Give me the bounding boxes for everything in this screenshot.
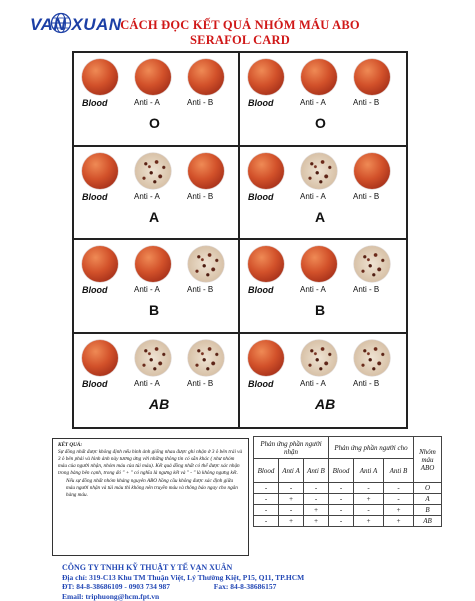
company-info [62, 563, 304, 601]
result-card [74, 334, 240, 428]
well-label: Anti - B [187, 285, 213, 294]
reaction-cell: + [279, 494, 304, 505]
abo-group-cell: O [414, 483, 442, 494]
company-name: CÔNG TY TNHH KỸ THUẬT Y TẾ VẠN XUÂN [62, 563, 304, 573]
reaction-cell: + [384, 516, 414, 527]
blood-well [135, 59, 171, 95]
subheader: Anti B [384, 459, 414, 483]
page-subtitle: SERAFOL CARD [120, 33, 360, 48]
reaction-cell: - [254, 505, 279, 516]
reaction-cell: - [254, 516, 279, 527]
subheader: Blood [254, 459, 279, 483]
reaction-cell: - [354, 483, 384, 494]
result-card [240, 147, 406, 241]
reaction-cell: - [329, 505, 354, 516]
reaction-cell: - [254, 494, 279, 505]
well-label: Anti - A [134, 98, 160, 107]
reaction-cell: - [384, 483, 414, 494]
reaction-cell: + [279, 516, 304, 527]
well-label: Anti - A [300, 379, 326, 388]
well-label: Anti - B [187, 98, 213, 107]
well-label: Anti - B [353, 285, 379, 294]
blood-group-result: AB [315, 396, 335, 412]
result-card [74, 53, 240, 147]
reaction-cell: - [329, 483, 354, 494]
blood-well [135, 246, 171, 282]
well-label: Blood [248, 379, 274, 389]
well-label: Anti - B [353, 192, 379, 201]
note-paragraph-2: Nếu sự đồng nhất nhóm kháng nguyên ABO hồng cầu không được xác định giữa máu người nhận và túi máu thì không nên truyền máu và thông báo ngay cho ngân hàng máu. [58, 478, 243, 499]
well-label: Anti - A [300, 285, 326, 294]
result-note [52, 438, 249, 556]
page-title: CÁCH ĐỌC KẾT QUẢ NHÓM MÁU ABO [120, 18, 360, 33]
reaction-cell: + [304, 505, 329, 516]
agglutinated-well [354, 340, 390, 376]
well-label: Anti - A [134, 192, 160, 201]
blood-well [188, 59, 224, 95]
reaction-cell: - [279, 483, 304, 494]
well-label: Anti - A [300, 98, 326, 107]
blood-well [248, 246, 284, 282]
abo-group-cell: A [414, 494, 442, 505]
blood-group-result: B [149, 302, 159, 318]
blood-well [248, 59, 284, 95]
reaction-cell: + [384, 505, 414, 516]
result-card [74, 147, 240, 241]
well-label: Anti - A [134, 379, 160, 388]
reaction-cell: - [329, 516, 354, 527]
agglutinated-well [301, 153, 337, 189]
company-phone: ĐT: 84-8-38686109 - 0903 734 987 [62, 582, 170, 591]
reaction-cell: + [354, 516, 384, 527]
result-card [74, 240, 240, 334]
blood-well [188, 153, 224, 189]
well-label: Anti - A [134, 285, 160, 294]
table-row [254, 516, 442, 527]
well-label: Anti - B [187, 192, 213, 201]
abo-group-cell: B [414, 505, 442, 516]
reaction-cell: + [354, 494, 384, 505]
result-card [240, 334, 406, 428]
well-label: Blood [248, 285, 274, 295]
result-card [240, 240, 406, 334]
company-email: Email: triphuong@hcm.fpt.vn [62, 592, 304, 601]
table-row [254, 505, 442, 516]
reaction-cell: + [304, 516, 329, 527]
blood-group-result: O [315, 115, 326, 131]
note-paragraph-1: Sự đồng nhất được không định nếu hình ảnh giống nhau được ghi nhận ở 3 ô bên trái và 3 ô bên phải và hình ảnh này tương ứng với những thông tin có sẵn khác ( như nhóm máu của người nhận, nhóm máu của túi máu). Kết quả đồng nhất có thể được xác nhận trong bảng bên cạnh, trong đó " + " có nghĩa là ngưng kết và " - " là không ngưng kết. [58, 449, 243, 477]
blood-well [354, 153, 390, 189]
well-label: Blood [248, 192, 274, 202]
table-row [254, 483, 442, 494]
logo-text: VAN XUAN [30, 15, 122, 35]
company-logo [30, 12, 110, 46]
table-row [254, 494, 442, 505]
agglutinated-well [135, 153, 171, 189]
blood-group-result: AB [149, 396, 169, 412]
blood-well [82, 246, 118, 282]
header-donor: Phản ứng phần người cho [329, 437, 414, 459]
result-cards-grid [72, 51, 408, 429]
well-label: Blood [82, 379, 108, 389]
abo-group-cell: AB [414, 516, 442, 527]
well-label: Blood [248, 98, 274, 108]
reaction-cell: - [384, 494, 414, 505]
company-address: Địa chỉ: 319-C13 Khu TM Thuận Việt, Lý Thường Kiệt, P15, Q11, TP.HCM [62, 573, 304, 583]
company-fax: Fax: 84-8-38686157 [214, 582, 277, 591]
well-label: Anti - A [300, 192, 326, 201]
note-heading: KẾT QUẢ: [58, 442, 243, 449]
reaction-cell: - [329, 494, 354, 505]
well-label: Anti - B [187, 379, 213, 388]
well-label: Anti - B [353, 98, 379, 107]
blood-group-result: A [149, 209, 159, 225]
header-abo-group: Nhóm máu ABO [414, 437, 442, 483]
agglutinated-well [188, 340, 224, 376]
blood-well [301, 59, 337, 95]
well-label: Blood [82, 285, 108, 295]
well-label: Blood [82, 98, 108, 108]
blood-group-result: O [149, 115, 160, 131]
subheader: Anti A [354, 459, 384, 483]
subheader: Anti A [279, 459, 304, 483]
result-card [240, 53, 406, 147]
agglutinated-well [354, 246, 390, 282]
reaction-cell: - [304, 494, 329, 505]
blood-well [354, 59, 390, 95]
blood-group-result: B [315, 302, 325, 318]
reaction-cell: - [304, 483, 329, 494]
blood-well [82, 59, 118, 95]
blood-well [82, 340, 118, 376]
reaction-cell: - [279, 505, 304, 516]
blood-well [82, 153, 118, 189]
blood-group-result: A [315, 209, 325, 225]
blood-well [248, 153, 284, 189]
subheader: Anti B [304, 459, 329, 483]
blood-well [301, 246, 337, 282]
agglutinated-well [135, 340, 171, 376]
well-label: Anti - B [353, 379, 379, 388]
subheader: Blood [329, 459, 354, 483]
header-recipient: Phản ứng phần người nhận [254, 437, 329, 459]
reaction-table [253, 436, 442, 527]
reaction-cell: - [354, 505, 384, 516]
agglutinated-well [188, 246, 224, 282]
reaction-cell: - [254, 483, 279, 494]
blood-well [248, 340, 284, 376]
well-label: Blood [82, 192, 108, 202]
agglutinated-well [301, 340, 337, 376]
